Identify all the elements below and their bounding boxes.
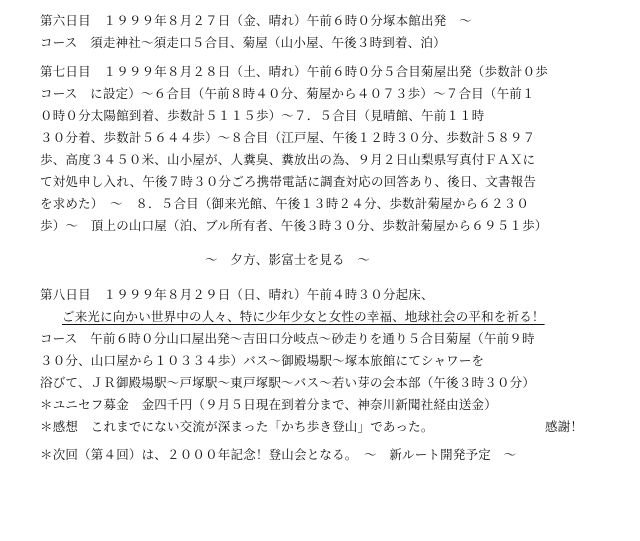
- day8-impression: ＊感想 これまでにない交流が深まった「かち歩き登山」であった。: [40, 419, 434, 434]
- day8-prayer: ご来光に向かい世界中の人々、特に少年少女と女性の幸福、地球社会の平和を祈る！: [62, 309, 545, 324]
- day8-course-line: 浴びて、ＪＲ御殿場駅～戸塚駅～東戸塚駅～バス～若い芽の会本部（午後３時３０分）: [40, 375, 536, 390]
- day7-line: ０時０分太陽館到着、歩数計５１１５歩）～７．５合目（見晴館、午前１１時: [40, 108, 485, 123]
- day8-course-line: ３０分、山口屋から１０３３４歩）バス～御殿場駅～塚本旅館にてシャワーを: [40, 353, 485, 368]
- day8-heading: 第八日目 １９９９年８月２９日（日、晴れ）午前４時３０分起床、: [40, 287, 434, 302]
- day7-line: コース に設定）～６合目（午前８時４０分、菊屋から４０７３歩）～７合目（午前１: [40, 86, 535, 101]
- day8-unicef: ＊ユニセフ募金 金四千円（９月５日現在到着分まで、神奈川新聞社経由送金）: [40, 397, 497, 412]
- day6-heading: 第六日目 １９９９年８月２７日（金、晴れ）午前６時０分塚本館出発 ～: [40, 13, 472, 28]
- day7-line: 第七日目 １９９９年８月２８日（土、晴れ）午前６時０分５合目菊屋出発（歩数計０歩: [40, 64, 549, 79]
- day7-line: ３０分着、歩数計５６４４歩）～８合目（江戸屋、午後１２時３０分、歩数計５８９７: [40, 130, 536, 145]
- day8-thanks: 感謝！: [545, 419, 584, 434]
- next-event: ＊次回（第４回）は、２０００年記念！登山会となる。 ～ 新ルート開発予定 ～: [40, 447, 517, 462]
- day6-course: コース 須走神社～須走口５合目、菊屋（山小屋、午後３時到着、泊）: [40, 35, 446, 50]
- day7-line: 歩、高度３４５０米、山小屋が、人糞臭、糞放出の為、９月２日山梨県写真付ＦＡＸに: [40, 152, 536, 167]
- day7-line: を求めた） ～ ８．５合目（御来光館、午後１３時２４分、歩数計菊屋から６２３０: [40, 196, 530, 211]
- day7-note: ～ 夕方、影富士を見る ～: [205, 252, 371, 267]
- day7-line: 歩）～ 頂上の山口屋（泊、ブル所有者、午後３時３０分、歩数計菊屋から６９５１歩）: [40, 218, 548, 233]
- day8-course-line: コース 午前６時０分山口屋出発～吉田口分岐点～砂走りを通り５合目菊屋（午前９時: [40, 331, 535, 346]
- day7-line: て対処申し入れ、午後７時３０分ごろ携帯電話に調査対応の回答あり、後日、文書報告: [40, 174, 537, 189]
